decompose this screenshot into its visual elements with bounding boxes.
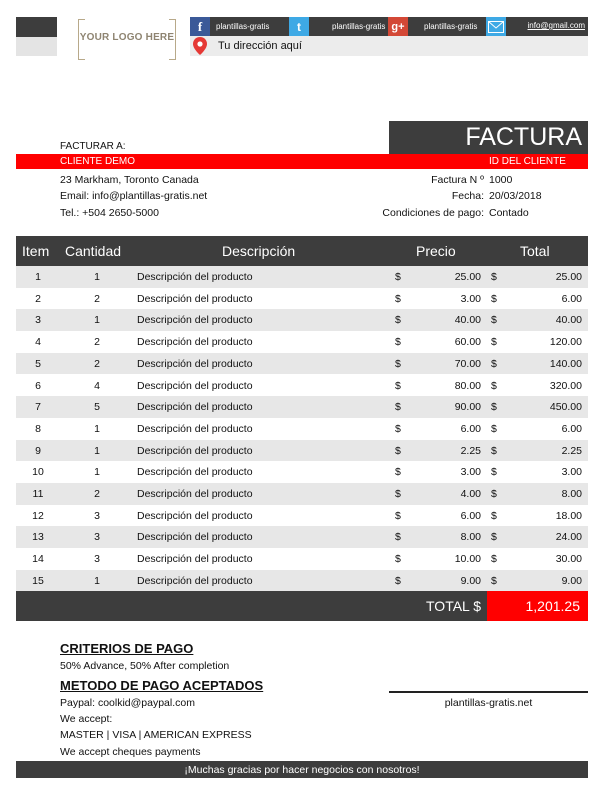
cell-price-currency: $: [395, 466, 401, 479]
payment-line: MASTER | VISA | AMERICAN EXPRESS: [60, 729, 252, 741]
payment-criteria-text: 50% Advance, 50% After completion: [60, 660, 230, 672]
invoice-date: 20/03/2018: [489, 190, 542, 202]
cell-price-currency: $: [395, 553, 401, 566]
cell-item: 13: [32, 531, 44, 544]
cell-price: 80.00: [454, 379, 481, 392]
cell-qty: 1: [94, 422, 100, 435]
table-row: [16, 375, 588, 397]
cell-total: 6.00: [561, 422, 582, 435]
cell-qty: 3: [94, 509, 100, 522]
cell-total-currency: $: [491, 401, 497, 414]
cell-price-currency: $: [395, 292, 401, 305]
cell-qty: 2: [94, 292, 100, 305]
cell-item: 11: [32, 488, 44, 500]
cell-total: 2.25: [561, 444, 582, 457]
cell-total-currency: $: [491, 488, 497, 500]
signature-text: plantillas-gratis.net: [444, 697, 533, 709]
cell-price: 40.00: [454, 314, 481, 327]
corner-block-light: [16, 37, 57, 56]
thank-you-text: ¡Muchas gracias por hacer negocios con nosotros!: [184, 764, 420, 776]
table-row: [16, 570, 588, 592]
cell-total: 120.00: [549, 336, 582, 349]
bill-to-label: FACTURAR A:: [60, 141, 126, 152]
cell-total-currency: $: [491, 444, 497, 457]
table-row: [16, 526, 588, 548]
twitter-link[interactable]: [289, 17, 309, 36]
cell-total: 25.00: [555, 271, 582, 283]
address-text: Tu dirección aquí: [218, 40, 302, 52]
logo: [78, 19, 176, 60]
invoice-date-label: Fecha:: [451, 190, 484, 202]
cell-total-currency: $: [491, 379, 497, 392]
cell-qty: 1: [94, 466, 100, 479]
cell-total: 320.00: [549, 379, 582, 392]
cell-total-currency: $: [491, 292, 497, 305]
table-row: [16, 440, 588, 462]
col-desc: Descripción: [222, 243, 296, 259]
cell-item: 2: [35, 292, 41, 305]
cell-desc: Descripción del producto: [137, 422, 253, 435]
cell-qty: 3: [94, 531, 100, 544]
twitter-handle: plantillas-gratis: [332, 22, 386, 31]
twitter-handle-wrap[interactable]: [326, 17, 385, 36]
total-label: TOTAL $: [426, 598, 481, 614]
cell-total-currency: $: [491, 271, 497, 283]
twitter-icon: t: [289, 17, 309, 36]
cell-price-currency: $: [395, 336, 401, 349]
payment-criteria-title: CRITERIOS DE PAGO: [60, 641, 194, 656]
cell-total: 30.00: [555, 553, 582, 566]
cell-total-currency: $: [491, 357, 497, 370]
cell-item: 12: [32, 509, 44, 522]
cell-item: 15: [32, 574, 44, 587]
table-row: [16, 288, 588, 310]
logo-text: YOUR LOGO HERE: [79, 32, 175, 43]
payment-methods-title: METODO DE PAGO ACEPTADOS: [60, 678, 264, 693]
cell-price: 3.00: [460, 466, 481, 479]
total-bar: [16, 591, 588, 621]
mail-icon: [486, 17, 506, 36]
google-plus-icon: g+: [388, 17, 408, 36]
cell-qty: 5: [94, 401, 100, 414]
google-plus-handle: plantillas-gratis: [424, 22, 478, 31]
cell-item: 6: [35, 379, 41, 392]
cell-total-currency: $: [491, 336, 497, 349]
total-value: 1,201.25: [525, 598, 580, 614]
signature-line: [389, 691, 588, 693]
table-row: [16, 353, 588, 375]
cell-price-currency: $: [395, 357, 401, 370]
cell-desc: Descripción del producto: [137, 379, 253, 392]
cell-desc: Descripción del producto: [137, 574, 253, 587]
cell-total: 3.00: [561, 466, 582, 479]
cell-qty: 3: [94, 553, 100, 566]
cell-desc: Descripción del producto: [137, 314, 253, 327]
cell-total: 140.00: [549, 357, 582, 370]
payment-terms-label: Condiciones de pago:: [382, 207, 484, 219]
cell-desc: Descripción del producto: [137, 466, 253, 479]
table-row: [16, 418, 588, 440]
cell-qty: 2: [94, 357, 100, 370]
cell-price: 8.00: [460, 531, 481, 544]
cell-desc: Descripción del producto: [137, 357, 253, 370]
cell-price-currency: $: [395, 444, 401, 457]
cell-qty: 1: [94, 574, 100, 587]
table-row: [16, 483, 588, 505]
cell-qty: 1: [94, 314, 100, 327]
cell-qty: 2: [94, 336, 100, 349]
social-bar: [190, 17, 588, 36]
facebook-handle: plantillas-gratis: [216, 22, 270, 31]
payment-line: We accept:: [60, 713, 113, 725]
cell-price: 90.00: [454, 401, 481, 414]
google-plus-handle-wrap[interactable]: [418, 17, 477, 36]
cell-price-currency: $: [395, 531, 401, 544]
cell-total: 6.00: [561, 292, 582, 305]
col-total: Total: [520, 243, 550, 259]
cell-desc: Descripción del producto: [137, 271, 253, 283]
cell-price: 6.00: [460, 422, 481, 435]
cell-item: 8: [35, 422, 41, 435]
cell-price: 3.00: [460, 292, 481, 305]
cell-total: 9.00: [561, 574, 582, 587]
invoice-title-box: [389, 121, 588, 154]
cell-price: 4.00: [460, 488, 481, 500]
table-row: [16, 266, 588, 288]
cell-item: 10: [32, 466, 44, 479]
cell-price-currency: $: [395, 314, 401, 327]
client-name: CLIENTE DEMO: [60, 156, 136, 167]
mail-link[interactable]: [486, 17, 506, 36]
cell-total-currency: $: [491, 509, 497, 522]
table-row: [16, 461, 588, 483]
table-row: [16, 309, 588, 331]
total-box: [487, 591, 588, 621]
cell-price: 6.00: [460, 509, 481, 522]
footer-bar: [16, 761, 588, 778]
corner-block-dark: [16, 17, 57, 37]
cell-total: 8.00: [561, 488, 582, 500]
cell-total-currency: $: [491, 553, 497, 566]
col-item: Item: [22, 243, 50, 259]
cell-desc: Descripción del producto: [137, 509, 253, 522]
table-row: [16, 331, 588, 353]
cell-price-currency: $: [395, 401, 401, 414]
cell-item: 4: [35, 336, 41, 349]
cell-item: 5: [35, 357, 41, 370]
client-email: Email: info@plantillas-gratis.net: [60, 190, 208, 202]
client-phone: Tel.: +504 2650-5000: [60, 207, 159, 219]
cell-price: 70.00: [454, 357, 481, 370]
cell-desc: Descripción del producto: [137, 444, 253, 457]
col-qty: Cantidad: [65, 243, 122, 259]
cell-total: 40.00: [555, 314, 582, 327]
cell-qty: 1: [94, 271, 100, 283]
invoice-number: 1000: [489, 174, 513, 186]
payment-line: Paypal: coolkid@paypal.com: [60, 697, 195, 709]
cell-price: 25.00: [454, 271, 481, 283]
table-header: [16, 236, 588, 266]
cell-price: 10.00: [454, 553, 481, 566]
client-address: 23 Markham, Toronto Canada: [60, 174, 199, 186]
cell-price-currency: $: [395, 422, 401, 435]
cell-price-currency: $: [395, 574, 401, 587]
cell-desc: Descripción del producto: [137, 553, 253, 566]
cell-total: 18.00: [555, 509, 582, 522]
cell-price-currency: $: [395, 379, 401, 392]
facebook-link[interactable]: [190, 17, 269, 36]
cell-desc: Descripción del producto: [137, 292, 253, 305]
cell-qty: 1: [94, 444, 100, 457]
cell-total-currency: $: [491, 422, 497, 435]
facebook-icon: f: [190, 17, 210, 36]
google-plus-link[interactable]: [388, 17, 408, 36]
cell-total: 24.00: [555, 531, 582, 544]
cell-item: 9: [35, 444, 41, 457]
cell-total: 450.00: [549, 401, 582, 414]
cell-item: 3: [35, 314, 41, 327]
cell-price: 2.25: [460, 444, 481, 457]
cell-desc: Descripción del producto: [137, 531, 253, 544]
cell-price-currency: $: [395, 271, 401, 283]
cell-price: 9.00: [460, 574, 481, 587]
cell-qty: 4: [94, 379, 100, 392]
invoice-number-label: Factura N º: [431, 174, 484, 186]
payment-line: We accept cheques payments: [60, 746, 201, 758]
cell-price-currency: $: [395, 488, 401, 500]
cell-qty: 2: [94, 488, 100, 500]
client-id-label: ID DEL CLIENTE: [489, 156, 566, 167]
invoice-title: FACTURA: [465, 123, 582, 151]
client-bar: [16, 154, 588, 169]
cell-total-currency: $: [491, 531, 497, 544]
cell-desc: Descripción del producto: [137, 488, 253, 500]
cell-total-currency: $: [491, 314, 497, 327]
cell-desc: Descripción del producto: [137, 401, 253, 414]
payment-terms: Contado: [489, 207, 529, 219]
cell-item: 14: [32, 553, 44, 566]
table-row: [16, 396, 588, 418]
cell-price-currency: $: [395, 509, 401, 522]
cell-item: 1: [35, 271, 41, 283]
email-link[interactable]: info@gmail.com: [527, 21, 585, 30]
cell-price: 60.00: [454, 336, 481, 349]
table-row: [16, 548, 588, 570]
cell-item: 7: [35, 401, 41, 414]
cell-total-currency: $: [491, 466, 497, 479]
col-price: Precio: [416, 243, 456, 259]
table-row: [16, 505, 588, 527]
cell-total-currency: $: [491, 574, 497, 587]
cell-desc: Descripción del producto: [137, 336, 253, 349]
location-pin-icon: [193, 37, 207, 55]
